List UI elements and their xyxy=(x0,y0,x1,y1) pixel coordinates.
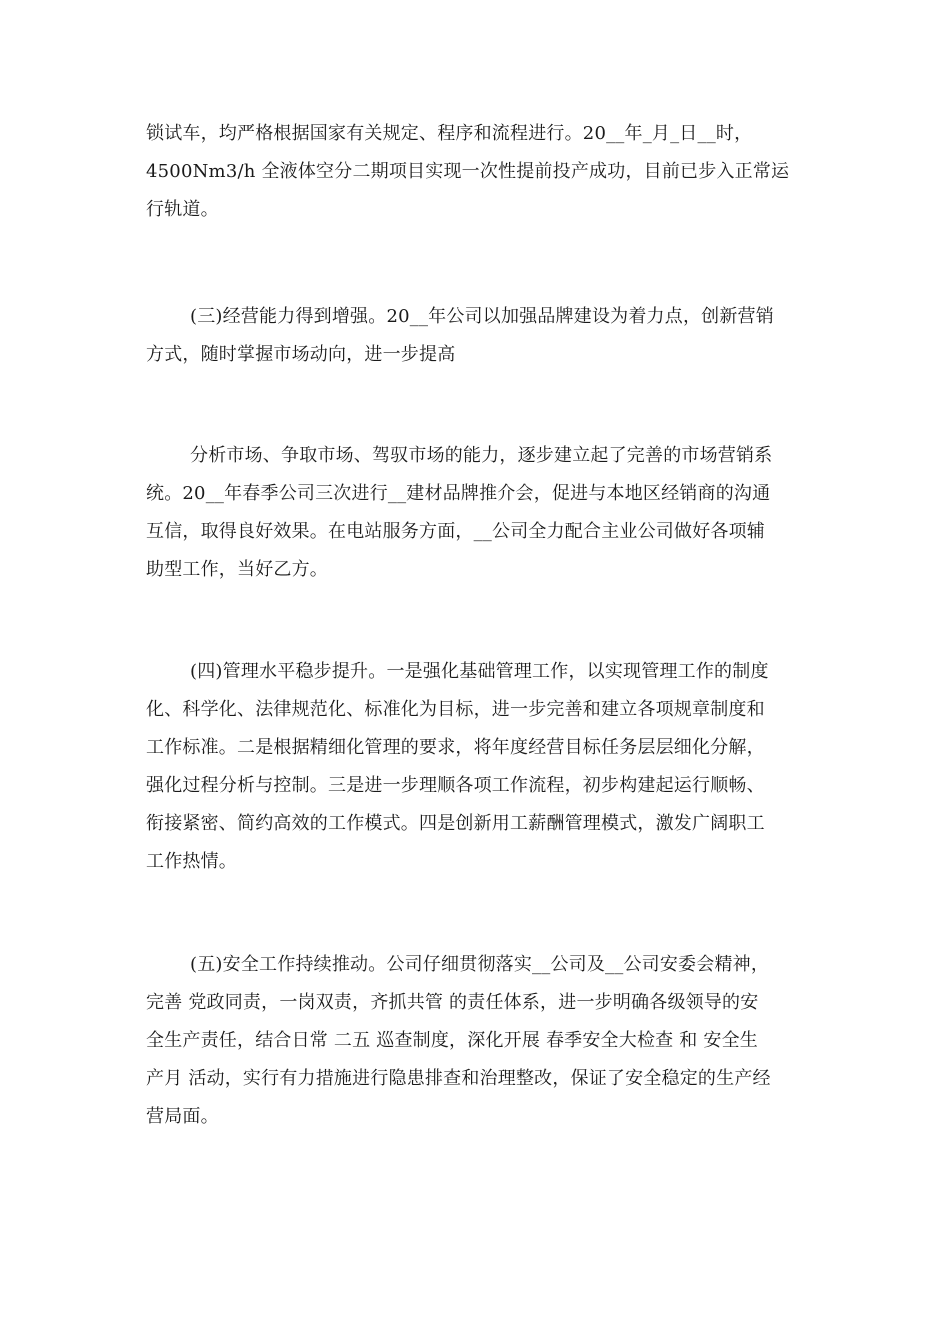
text-line: 全生产责任，结合日常 二五 巡查制度，深化开展 春季安全大检查 和 安全生 xyxy=(146,1030,759,1051)
text-line: 强化过程分析与控制。三是进一步理顺各项工作流程，初步构建起运行顺畅、 xyxy=(146,775,765,796)
text-line: 完善 党政同责，一岗双责，齐抓共管 的责任体系，进一步明确各级领导的安 xyxy=(146,992,759,1013)
text-line: 工作标准。二是根据精细化管理的要求，将年度经营目标任务层层细化分解， xyxy=(146,737,765,758)
text-line: 锁试车，均严格根据国家有关规定、程序和流程进行。20__年_月_日__时， xyxy=(146,123,753,144)
text-line: (三)经营能力得到增强。20__年公司以加强品牌建设为着力点，创新营销 xyxy=(190,306,774,327)
text-line: 工作热情。 xyxy=(146,851,237,872)
text-line: 行轨道。 xyxy=(146,199,219,220)
text-line: 统。20__年春季公司三次进行__建材品牌推介会，促进与本地区经销商的沟通 xyxy=(146,483,771,504)
text-line: 分析市场、争取市场、驾驭市场的能力，逐步建立起了完善的市场营销系 xyxy=(190,445,773,466)
paragraph-trial-run xyxy=(146,115,808,229)
text-line: 产月 活动，实行有力措施进行隐患排查和治理整改，保证了安全稳定的生产经 xyxy=(146,1068,771,1089)
text-line: (四)管理水平稳步提升。一是强化基础管理工作，以实现管理工作的制度 xyxy=(190,661,769,682)
text-line: 助型工作，当好乙方。 xyxy=(146,559,328,580)
text-line: 方式，随时掌握市场动向，进一步提高 xyxy=(146,344,456,365)
text-line: 衔接紧密、简约高效的工作模式。四是创新用工薪酬管理模式，激发广阔职工 xyxy=(146,813,765,834)
text-line: 互信，取得良好效果。在电站服务方面，__公司全力配合主业公司做好各项辅 xyxy=(146,521,765,542)
text-line: 营局面。 xyxy=(146,1106,219,1127)
text-line: (五)安全工作持续推动。公司仔细贯彻落实__公司及__公司安委会精神， xyxy=(190,954,770,975)
text-line: 化、科学化、法律规范化、标准化为目标，进一步完善和建立各项规章制度和 xyxy=(146,699,765,720)
paragraph-management-level xyxy=(146,653,808,881)
text-line: 4500Nm3/h 全液体空分二期项目实现一次性提前投产成功，目前已步入正常运 xyxy=(146,161,790,182)
paragraph-safety-work xyxy=(146,946,808,1136)
paragraph-market-analysis xyxy=(146,437,808,589)
paragraph-business-capability xyxy=(146,298,808,374)
